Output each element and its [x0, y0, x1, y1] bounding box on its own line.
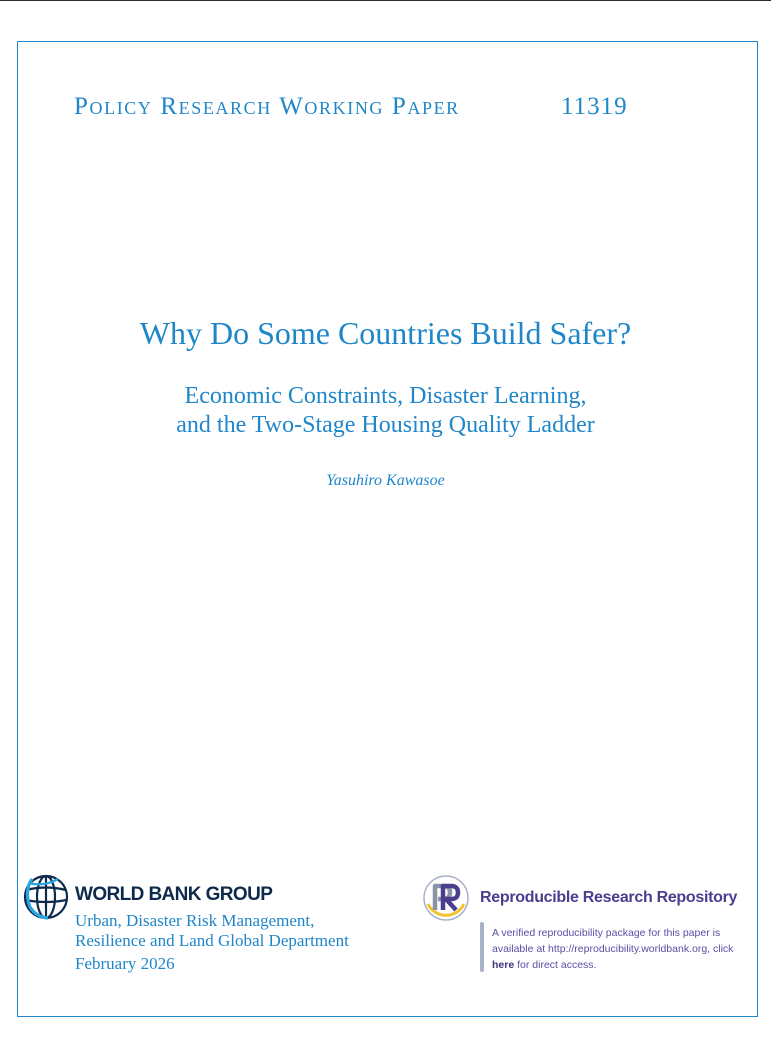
department-line-2: Resilience and Land Global Department: [75, 931, 349, 950]
repository-description: A verified reproducibility package for this paper is available at http://reproducibility.worldbank.org, click here for direct access.: [492, 927, 734, 971]
cover-frame: [17, 41, 758, 1017]
paper-number: 11319: [561, 93, 628, 120]
author-name: Yasuhiro Kawasoe: [326, 472, 445, 489]
paper-title: Why Do Some Countries Build Safer?: [139, 315, 632, 351]
repository-accent-bar: [480, 922, 484, 972]
series-label: Policy Research Working Paper: [74, 93, 460, 120]
here-link[interactable]: here: [492, 959, 515, 971]
paper-subtitle-line-1: Economic Constraints, Disaster Learning,: [184, 383, 587, 409]
world-bank-globe-icon: [22, 873, 70, 921]
world-bank-group-wordmark: WORLD BANK GROUP: [75, 884, 273, 905]
reproducible-research-logo-icon[interactable]: [422, 874, 470, 922]
top-rule: [0, 0, 771, 1]
repository-name[interactable]: Reproducible Research Repository: [480, 889, 738, 906]
paper-subtitle-line-2: and the Two-Stage Housing Quality Ladder: [176, 412, 595, 438]
department-line-1: Urban, Disaster Risk Management,: [75, 911, 315, 930]
publication-date: February 2026: [75, 954, 175, 973]
